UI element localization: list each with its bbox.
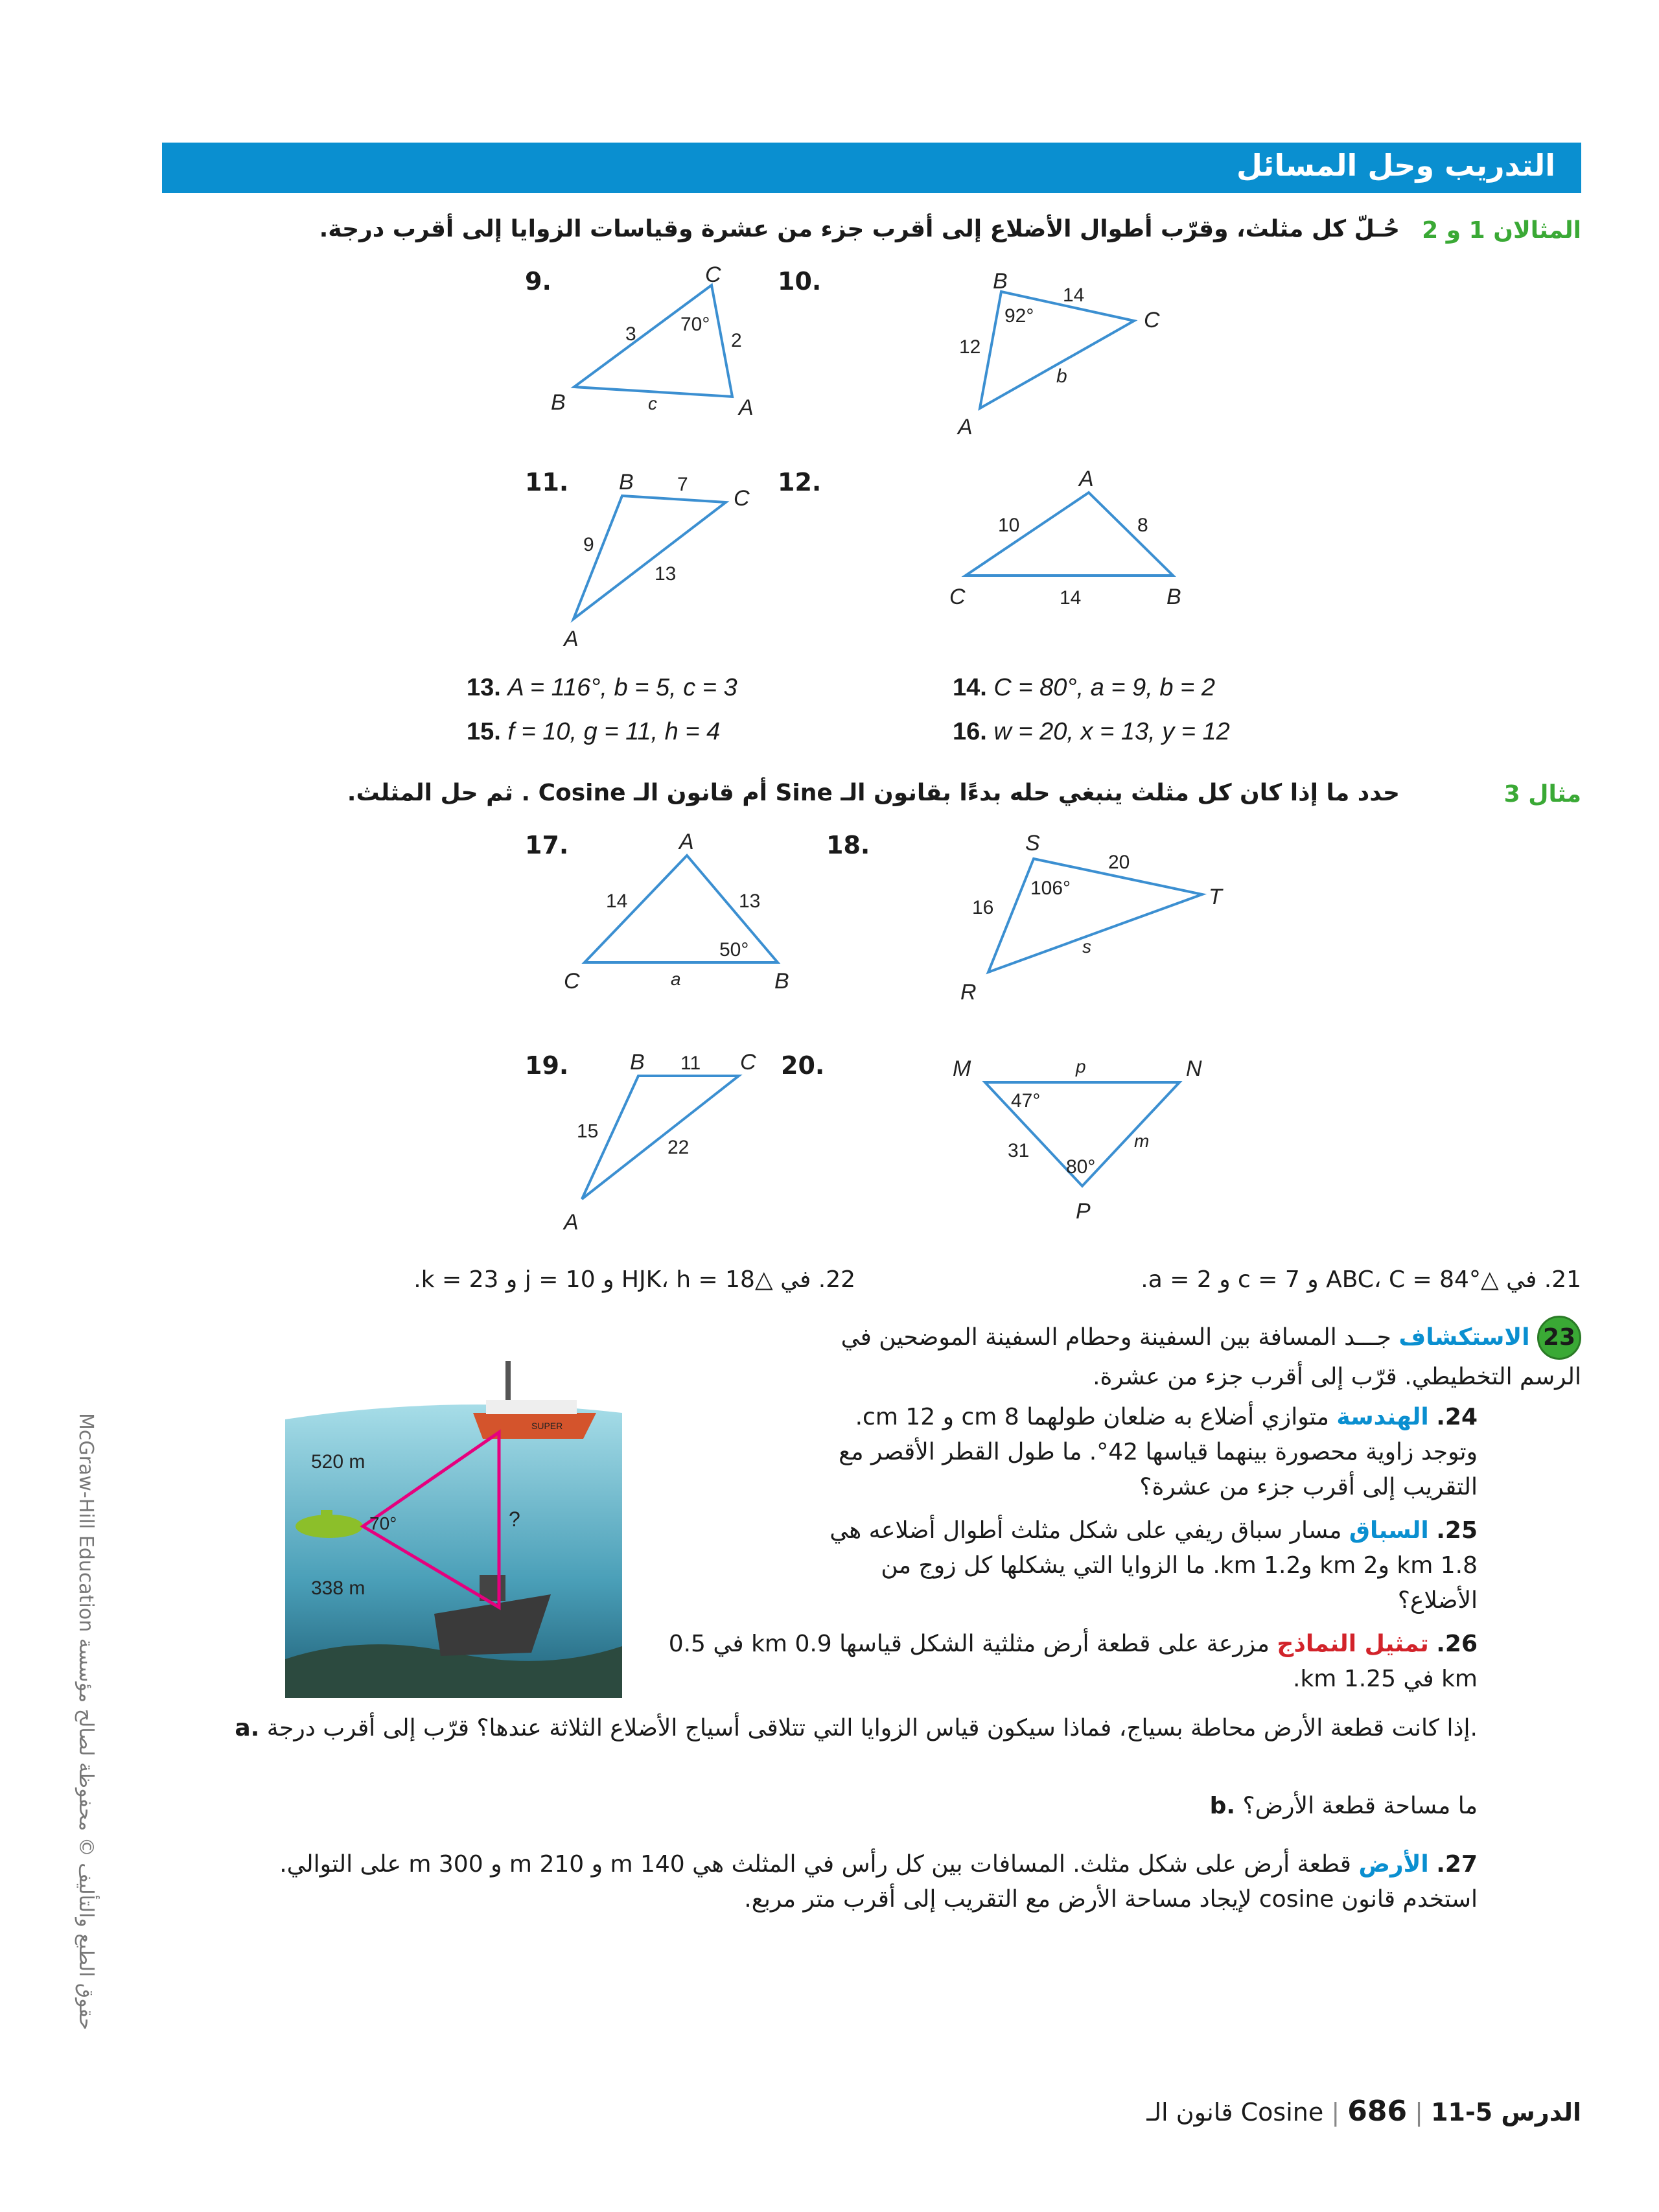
page-footer: قانون الـ Cosine | الدرس 5-11 | 686 — [1146, 2095, 1581, 2128]
svg-text:12: 12 — [959, 336, 981, 358]
svg-text:C: C — [740, 1050, 756, 1075]
problem-21: 21. في △ABC، C = 84° و c = 7 و a = 2. — [1141, 1266, 1581, 1293]
figure-12-number: 12. — [778, 468, 822, 496]
svg-text:A: A — [564, 627, 579, 651]
exercise-15: 15. f = 10, g = 11, h = 4 — [467, 718, 721, 745]
copyright-side-text: McGraw-Hill Education حقوق الطبع والتأليف © محفوظة لصالح مؤسسة — [75, 1413, 97, 2031]
footer-title: قانون الـ Cosine — [1146, 2098, 1324, 2126]
figure-10-number: 10. — [778, 267, 822, 296]
section-header-bar — [162, 143, 1581, 193]
figure-11-number: 11. — [525, 468, 569, 496]
svg-text:80°: 80° — [1066, 1156, 1096, 1178]
instruction-1: حُـلّ كل مثلث، وقرّب أطوال الأضلاع إلى أقرب جزء من عشرة وقياسات الزوايا إلى أقرب درجة. — [319, 216, 1400, 242]
side-label: c — [648, 393, 657, 413]
svg-text:13: 13 — [655, 563, 677, 585]
triangle-figure-18 — [953, 823, 1251, 1020]
figure-19-number: 19. — [525, 1051, 569, 1080]
triangle-figure-11 — [551, 463, 771, 660]
svg-text:A: A — [1079, 467, 1094, 491]
ship-icon — [473, 1361, 596, 1439]
problem-26a: a. إذا كانت قطعة الأرض محاطة بسياج، فماذا سيكون قياس الزوايا التي تتلاقى أسياج الأضلاع الثلاثة عندها؟ قرّب إلى أقرب درجة. — [235, 1715, 1478, 1741]
exercise-16: 16. w = 20, x = 13, y = 12 — [953, 718, 1230, 745]
svg-text:14: 14 — [1063, 285, 1085, 306]
svg-text:A: A — [564, 1210, 579, 1235]
svg-text:?: ? — [509, 1508, 520, 1531]
section-header-title: التدريب وحل المسائل — [1236, 148, 1555, 183]
svg-text:B: B — [619, 470, 634, 495]
svg-text:B: B — [630, 1050, 645, 1075]
svg-text:A: A — [958, 415, 973, 439]
figure-18-number: 18. — [826, 831, 870, 859]
svg-text:14: 14 — [1060, 587, 1082, 609]
svg-text:C: C — [564, 969, 580, 994]
triangle-figure-20 — [940, 1043, 1225, 1234]
problem-22: 22. في △HJK، h = 18 و j = 10 و k = 23. — [413, 1266, 855, 1293]
svg-text:106°: 106° — [1030, 878, 1071, 899]
svg-text:338 m: 338 m — [311, 1578, 365, 1599]
problem-24: 24. الهندسة متوازي أضلاع به ضلعان طولهما 8 cm و 12 cm. وتوجد زاوية محصورة بينهما قياسها 42°. ما طول القطر الأقصر مع التقريب إلى أقرب جزء من عشرة؟ — [839, 1404, 1478, 1500]
svg-text:16: 16 — [972, 897, 994, 918]
problem-26: 26. تمثيل النماذج مزرعة على قطعة أرض مثلثية الشكل قياسها 0.9 km في 0.5 km في 1.25 km. — [668, 1631, 1478, 1692]
svg-text:SUPER: SUPER — [531, 1421, 563, 1431]
vertex-A: A — [739, 395, 754, 420]
problem-25: 25. السباق مسار سباق ريفي على شكل مثلث أطوال أضلاعه هي 1.8 km و2 km و1.2 km. ما الزوايا التي يشكلها كل زوج من الأضلاع؟ — [830, 1517, 1478, 1614]
svg-text:P: P — [1076, 1199, 1091, 1224]
svg-text:15: 15 — [577, 1121, 599, 1142]
angle-label: 70° — [680, 314, 710, 335]
svg-text:92°: 92° — [1004, 305, 1034, 327]
svg-text:C: C — [949, 585, 966, 609]
svg-text:10: 10 — [998, 515, 1020, 536]
exercise-14: 14. C = 80°, a = 9, b = 2 — [953, 674, 1215, 701]
svg-text:N: N — [1186, 1056, 1202, 1081]
exercise-13: 13. A = 116°, b = 5, c = 3 — [467, 674, 737, 701]
example-3-label: مثال 3 — [1503, 781, 1581, 808]
svg-text:20: 20 — [1108, 852, 1130, 873]
svg-text:B: B — [993, 269, 1008, 294]
svg-text:47°: 47° — [1011, 1090, 1041, 1112]
svg-text:s: s — [1082, 937, 1091, 957]
triangle-figure-12 — [940, 460, 1212, 618]
svg-text:31: 31 — [1008, 1140, 1030, 1161]
figure-17-number: 17. — [525, 831, 569, 859]
vertex-B: B — [551, 390, 566, 415]
problem-26b: b. ما مساحة قطعة الأرض؟ — [1209, 1793, 1478, 1819]
triangle-figure-10 — [946, 262, 1205, 447]
svg-text:M: M — [953, 1056, 971, 1081]
svg-text:50°: 50° — [719, 939, 749, 960]
svg-text:T: T — [1209, 885, 1222, 909]
triangle-figure-19 — [551, 1040, 784, 1237]
svg-text:70°: 70° — [369, 1513, 397, 1533]
side-label: 2 — [731, 330, 742, 351]
svg-text:22: 22 — [667, 1137, 690, 1158]
svg-text:7: 7 — [677, 474, 688, 495]
svg-text:A: A — [679, 830, 694, 854]
svg-text:520 m: 520 m — [311, 1451, 365, 1473]
svg-text:p: p — [1076, 1056, 1086, 1077]
svg-text:11: 11 — [680, 1053, 701, 1074]
svg-text:9: 9 — [583, 534, 594, 555]
instruction-2: حدد ما إذا كان كل مثلث ينبغي حله بدءًا بقانون الـ Sine أم قانون الـ Cosine . ثم حل المثلث. — [347, 780, 1400, 806]
svg-text:B: B — [774, 969, 789, 994]
svg-text:14: 14 — [606, 891, 628, 912]
figure-20-number: 20. — [781, 1051, 825, 1080]
figure-9-number: 9. — [525, 267, 551, 296]
svg-text:C: C — [734, 486, 750, 511]
triangle-figure-9 — [551, 259, 784, 430]
svg-text:S: S — [1025, 831, 1040, 856]
svg-text:m: m — [1134, 1131, 1150, 1151]
svg-text:R: R — [960, 980, 977, 1005]
svg-text:8: 8 — [1137, 515, 1148, 536]
problem-23: 23 الاستكشاف جـــد المسافة بين السفينة وحطام السفينة الموضحين في الرسم التخطيطي. قرّب إلى أقرب جزء من عشرة. — [804, 1316, 1581, 1395]
svg-text:B: B — [1166, 585, 1181, 609]
side-label: 3 — [625, 323, 636, 345]
svg-text:13: 13 — [739, 891, 761, 912]
problem-27: 27. الأرض قطعة أرض على شكل مثلث. المسافات بين كل رأس في المثلث هي 140 m و 210 m و 300 m على التوالي. استخدم قانون cosine لإيجاد مساحة الأرض مع التقريب إلى أقرب متر مربع. — [279, 1851, 1478, 1913]
page-number: 686 — [1347, 2095, 1408, 2128]
triangle-figure-17 — [551, 823, 810, 1001]
footer-lesson: الدرس 5-11 — [1431, 2098, 1581, 2126]
vertex-C: C — [705, 262, 721, 287]
svg-text:C: C — [1144, 308, 1160, 332]
examples-label-1-2: المثالان 1 و 2 — [1422, 217, 1581, 244]
ship-shipwreck-illustration — [285, 1335, 622, 1701]
svg-text:b: b — [1056, 366, 1067, 387]
svg-text:a: a — [671, 969, 681, 989]
